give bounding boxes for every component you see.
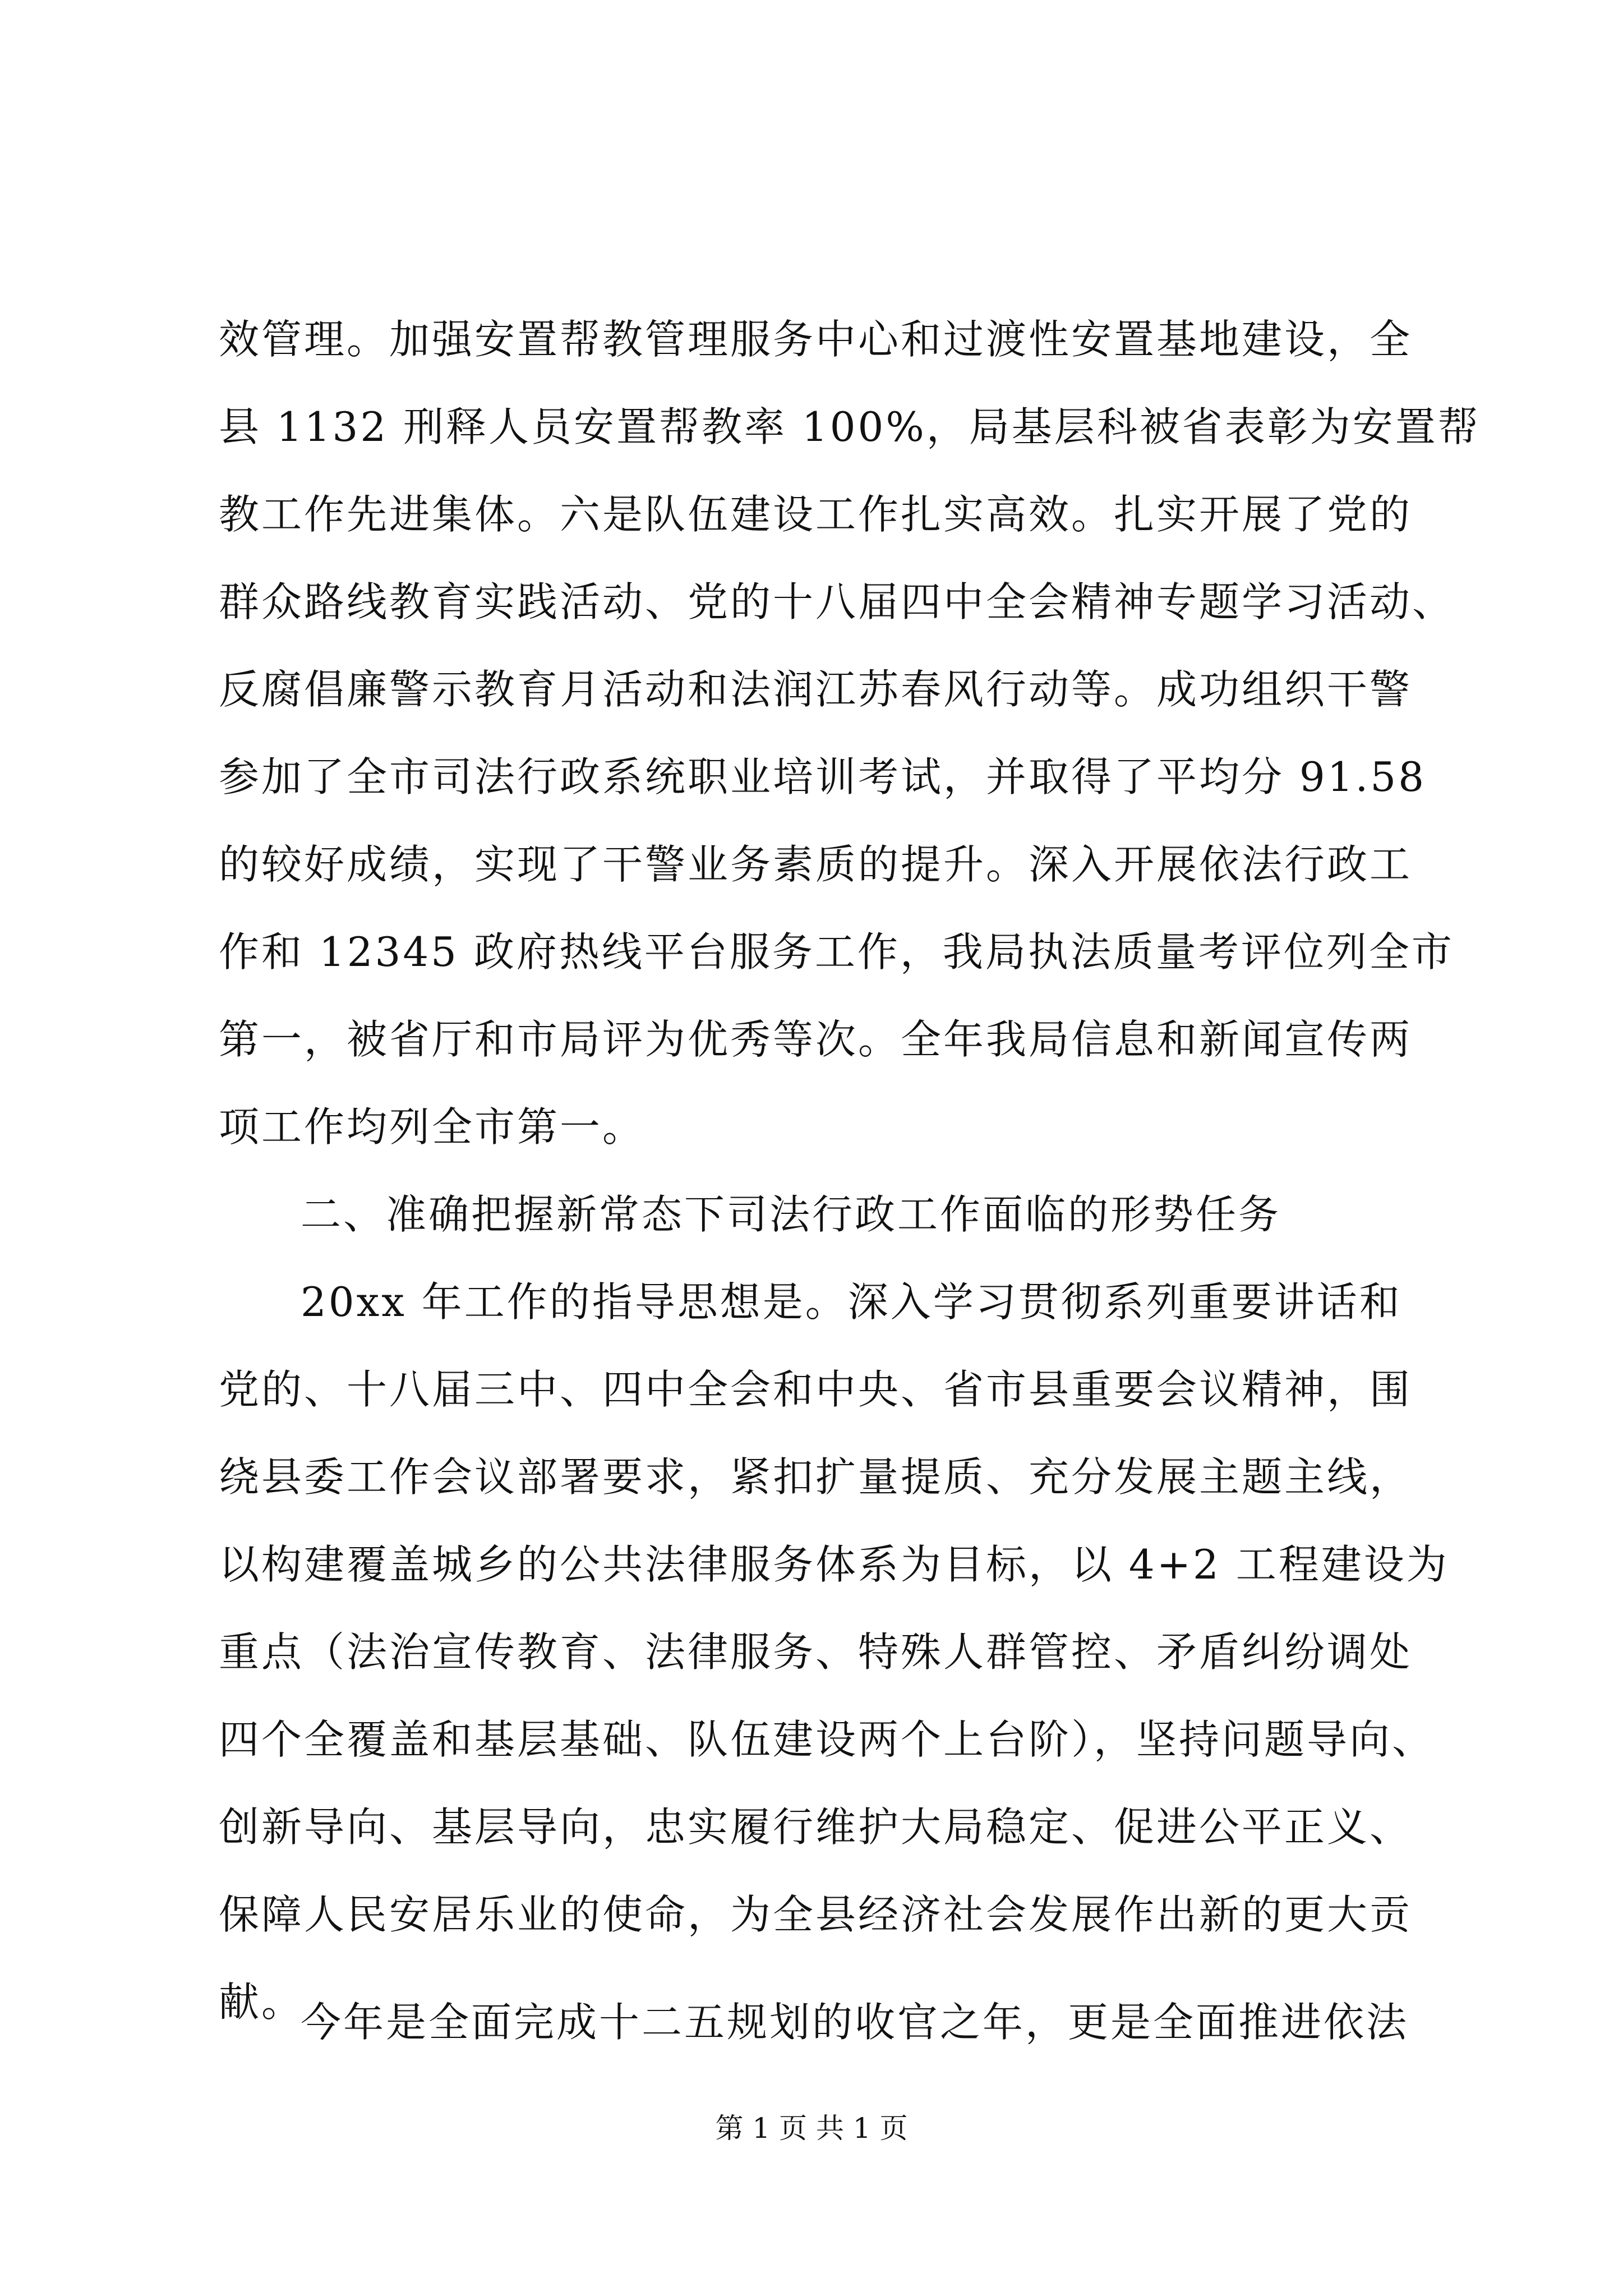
body-line-2: 县 1132 刑释人员安置帮教率 100%，局基层科被省表彰为安置帮: [219, 403, 1481, 450]
body-line-19: 保障人民安居乐业的使命，为全县经济社会发展作出新的更大贡: [219, 1891, 1413, 1938]
body-line-18: 创新导向、基层导向，忠实履行维护大局稳定、促进公平正义、: [219, 1803, 1413, 1851]
body-line-1: 效管理。加强安置帮教管理服务中心和过渡性安置基地建设，全: [219, 316, 1413, 363]
body-line-5: 反腐倡廉警示教育月活动和法润江苏春风行动等。成功组织干警: [219, 666, 1413, 713]
body-line-7: 的较好成绩，实现了干警业务素质的提升。深入开展依法行政工: [219, 841, 1413, 888]
body-line-10: 项工作均列全市第一。: [219, 1103, 645, 1151]
body-line-13: 党的、十八届三中、四中全会和中央、省市县重要会议精神，围: [219, 1366, 1413, 1413]
body-line-14: 绕县委工作会议部署要求，紧扣扩量提质、充分发展主题主线，: [219, 1453, 1413, 1501]
body-line-20: 献。: [219, 1978, 305, 2026]
body-line-12: 20xx 年工作的指导思想是。深入学习贯彻系列重要讲话和: [301, 1278, 1402, 1326]
body-line-15: 以构建覆盖城乡的公共法律服务体系为目标，以 4+2 工程建设为: [219, 1541, 1449, 1588]
page-footer: 第 1 页 共 1 页: [715, 2112, 908, 2145]
body-line-4: 群众路线教育实践活动、党的十八届四中全会精神专题学习活动、: [219, 578, 1455, 625]
body-line-6: 参加了全市司法行政系统职业培训考试，并取得了平均分 91.58: [219, 753, 1427, 800]
body-line-9: 第一，被省厅和市局评为优秀等次。全年我局信息和新闻宣传两: [219, 1016, 1413, 1063]
body-line-3: 教工作先进集体。六是队伍建设工作扎实高效。扎实开展了党的: [219, 491, 1413, 538]
body-line-21: 今年是全面完成十二五规划的收官之年，更是全面推进依法: [301, 1999, 1409, 2046]
section-heading: 二、准确把握新常态下司法行政工作面临的形势任务: [301, 1191, 1281, 1238]
body-line-8: 作和 12345 政府热线平台服务工作，我局执法质量考评位列全市: [219, 928, 1454, 976]
body-line-17: 四个全覆盖和基层基础、队伍建设两个上台阶），坚持问题导向、: [219, 1716, 1435, 1763]
body-line-16: 重点（法治宣传教育、法律服务、特殊人群管控、矛盾纠纷调处: [219, 1628, 1413, 1676]
